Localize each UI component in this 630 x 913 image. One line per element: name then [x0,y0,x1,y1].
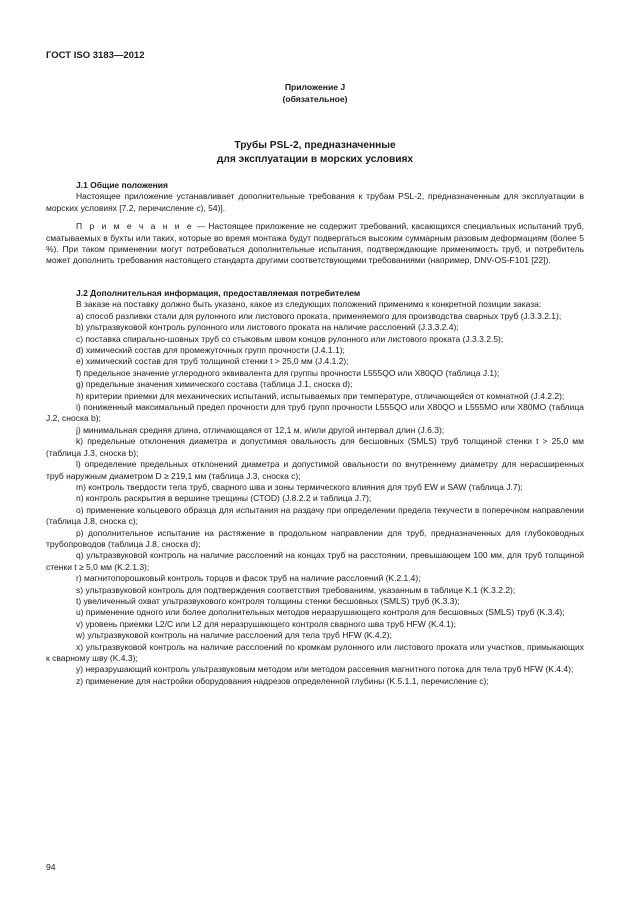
list-item: f) предельное значение углеродного эквивалента для группы прочности L555QO или X80QO (таблица J.1); [76,367,500,378]
list-item: v) уровень приемки L2/C или L2 для неразрушающего контроля сварного шва труб HFW (K.4.1); [76,618,456,629]
requirements-list [46,311,584,687]
section-j1 [46,180,584,267]
list-item: k) предельные отклонения диаметра и допустимая овальность для бесшовных (SMLS) труб толщиной стенки t > 25,0 мм (таблица J.3, сноска b); [46,436,584,458]
list-item: t) увеличенный охват ультразвукового контроля толщины стенки бесшовных (SMLS) труб (K.3.3); [76,595,460,606]
section-j2 [46,288,584,687]
note [46,221,584,267]
list-item: c) поставка спирально-шовных труб со стыковым швом концов рулонного или листового проката (J.3.3.2.5); [76,333,504,344]
main-title-line2: для эксплуатации в морских условиях [216,154,414,165]
list-item: g) предельные значения химического состава (таблица J.1, сноска d); [76,379,353,390]
annex-title: Приложение J [284,82,346,92]
list-item: h) критерии приемки для механических испытаний, испытываемых при температуре, отличающейся от комнатной (J.4.2.2); [76,390,565,401]
list-item: r) магнитопорошковый контроль торцов и фасок труб на наличие расслоений (K.2.1.4); [76,573,421,584]
list-item: s) ультразвуковой контроль для подтверждения соответствия требованиям, указанным в таблице K.1 (K.3.2.2); [76,584,516,595]
list-item: u) применение одного или более дополнительных методов неразрушающего контроля для бесшовных (SMLS) труб (K.3.4); [76,607,565,618]
annex-status: (обязательное) [282,94,348,104]
section-heading: J.1 Общие положения [76,180,168,190]
list-item: x) ультразвуковой контроль на наличие расслоений по кромкам рулонного или листового проката или участков, примыкающих к сварному шву (K.4.3); [46,641,584,663]
page-number: 94 [46,862,56,872]
list-item: p) дополнительное испытание на растяжение в продольном направлении для труб, предназначенных для глубоководных трубопроводов (таблица J.8, сноска d); [46,527,584,549]
document-id: ГОСТ ISO 3183—2012 [46,50,145,61]
list-item: l) определение предельных отклонений диаметра и допустимой овальности по внутреннему диаметру для нерасширенных труб наружным диаметром D ≥ 219,1 мм (таблица J.3, сноска c); [46,459,584,481]
note-text: — Настоящее приложение не содержит требований, касающихся специальных испытаний труб, сматываемых в бухты или таких, которые во время монтажа будут подвергаться высоким суммарным разовым деформациям (более 5 %). При таком применении могут потребоваться дополнительные испытания, подтверждающие применимость труб, и потребитель может дополнить требования настоящего стандарта другими соответствующими требованиями (например, DNV-OS-F101 [22]). [46,221,584,266]
main-title-line1: Трубы PSL-2, предназначенные [234,140,396,151]
section-heading: J.2 Дополнительная информация, предоставляемая потребителем [76,288,361,298]
list-item: m) контроль твердости тела труб, сварного шва и зоны термического влияния для труб EW и SAW (таблица J.7); [76,481,523,492]
list-item: b) ультразвуковой контроль рулонного или листового проката на наличие расслоений (J.3.3.2.4); [76,322,459,333]
list-item: e) химический состав для труб толщиной стенки t > 25,0 мм (J.4.1.2); [76,356,349,367]
list-item: y) неразрушающий контроль ультразвуковым методом или методом рассеяния магнитного потока для тела труб HFW (K.4.4); [76,664,574,675]
list-item: w) ультразвуковой контроль на наличие расслоений для тела труб HFW (K.4.2); [76,630,392,641]
list-item: а) способ разливки стали для рулонного или листового проката, применяемого для производства сварных труб (J.3.3.2.1); [76,310,562,321]
list-item: z) применение для настройки оборудования надрезов определенной глубины (K.5.1.1, перечисление c); [76,675,489,686]
list-item: o) применение кольцевого образца для испытания на раздачу при определении предела текучести в поперечном направлении (таблица J.8, сноска c); [46,504,584,527]
list-item: q) ультразвуковой контроль на наличие расслоений на концах труб на расстоянии, превышающем 100 мм, для труб толщиной стенки t ≥ 5,0 мм (K.2.1.3); [46,550,584,572]
list-item: j) минимальная средняя длина, отличающаяся от 12,1 м, и/или другой интервал длин (J.6.3); [76,424,445,435]
paragraph: Настоящее приложение устанавливает дополнительные требования к трубам PSL-2, предназначенным для эксплуатации в морских условиях [7.2, перечисление c), 54)]. [46,191,584,213]
list-item: n) контроль раскрытия в вершине трещины (CTOD) (J.8.2.2 и таблица J.7); [76,493,372,504]
list-item: d) химический состав для промежуточных групп прочности (J.4.1.1); [76,345,345,356]
list-item: i) пониженный максимальный предел прочности для труб групп прочности L555QO или X80QO и L555MO или X80MO (таблица J.2, сноска b); [46,402,584,424]
paragraph: В заказе на поставку должно быть указано, какое из следующих положений применимо к конкретной позиции заказа: [76,299,542,310]
note-label: П р и м е ч а н и е [76,221,194,232]
